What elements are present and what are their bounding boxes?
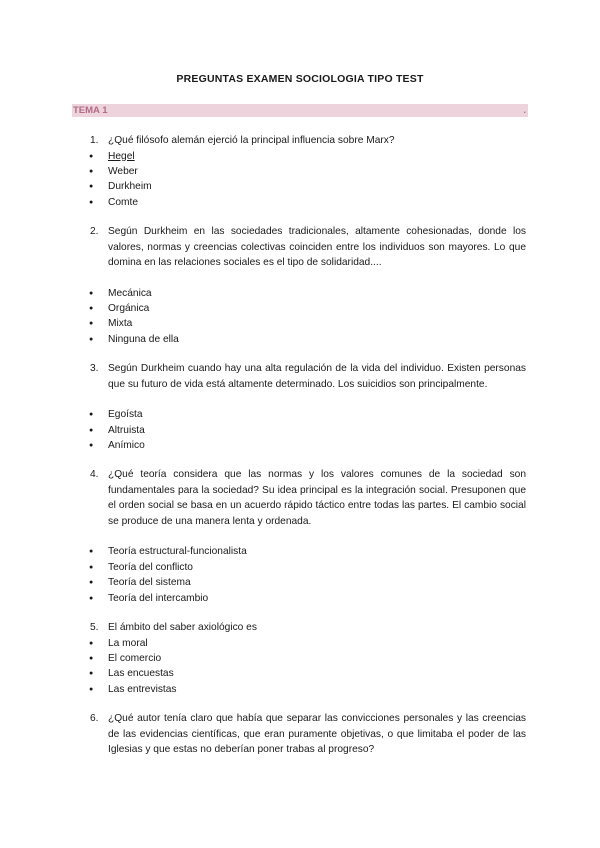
question-number: 6. [90,713,99,725]
question-text: ¿Qué filósofo alemán ejerció la principal influencia sobre Marx? [108,135,395,146]
question-text: ¿Qué teoría considera que las normas y los valores comunes de la sociedad son fundamentales para la sociedad? Su idea principal es la integración social. Presuponen que el orden social se basa en un acuerdo rápido táctico entre todas las partes. El cambio social se produce de una manera lenta y ordenada. [108,469,526,527]
option: ● Weber [108,164,600,179]
option: ● Altruista [108,423,600,438]
option: ● El comercio [108,651,600,666]
section-header [72,104,528,117]
question-1-options [0,149,600,211]
option: ● Anímico [108,438,600,453]
option: ● Orgánica [108,301,600,316]
option-correct: ● Hegel [108,149,600,164]
question-text: Según Durkheim en las sociedades tradicionales, altamente cohesionadas, donde los valores, normas y creencias colectivas coinciden entre los individuos son mayores. Lo que domina en las relaciones sociales es el tipo de solidaridad.... [108,226,526,269]
option: ● Ninguna de ella [108,332,600,347]
question-text: El ámbito del saber axiológico es [108,622,257,634]
question-number: 4. [90,469,99,481]
question-1 [90,133,526,149]
question-5 [90,620,526,636]
question-list [0,133,600,758]
question-6 [90,711,526,758]
question-2 [90,224,526,271]
option: ● Mecánica [108,286,600,301]
question-2-options [0,286,600,348]
question-3-options [0,407,600,453]
option: ● Teoría del conflicto [108,560,600,575]
question-number: 1. [90,135,99,146]
option: ● Mixta [108,316,600,331]
question-4 [90,467,526,529]
section-mark: . [523,105,526,115]
question-3 [90,361,526,392]
option: ● Las encuestas [108,666,600,681]
option: ● Las entrevistas [108,682,600,697]
question-text: Según Durkheim cuando hay una alta regulación de la vida del individuo. Existen personas que su futuro de vida está altamente determinado. Los suicidios son principalmente. [108,363,526,390]
option: ● Egoísta [108,407,600,422]
question-number: 3. [90,363,99,375]
option: ● Teoría del sistema [108,575,600,590]
option: ● Comte [108,195,600,210]
question-number: 2. [90,226,99,238]
document-title: PREGUNTAS EXAMEN SOCIOLOGIA TIPO TEST [176,73,424,85]
question-text: ¿Qué autor tenía claro que había que separar las convicciones personales y las creencias de las evidencias científicas, que eran puramente objetivas, o que limitaba el poder de las Iglesias y que estas no deberían poner trabas al progreso? [108,713,526,756]
question-5-options [0,636,600,698]
option: ● Teoría estructural-funcionalista [108,544,600,559]
option: ● Teoría del intercambio [108,591,600,606]
question-4-options [0,544,600,606]
section-title: TEMA 1 [73,105,108,116]
option: ● Durkheim [108,179,600,194]
question-number: 5. [90,622,99,634]
option: ● La moral [108,636,600,651]
